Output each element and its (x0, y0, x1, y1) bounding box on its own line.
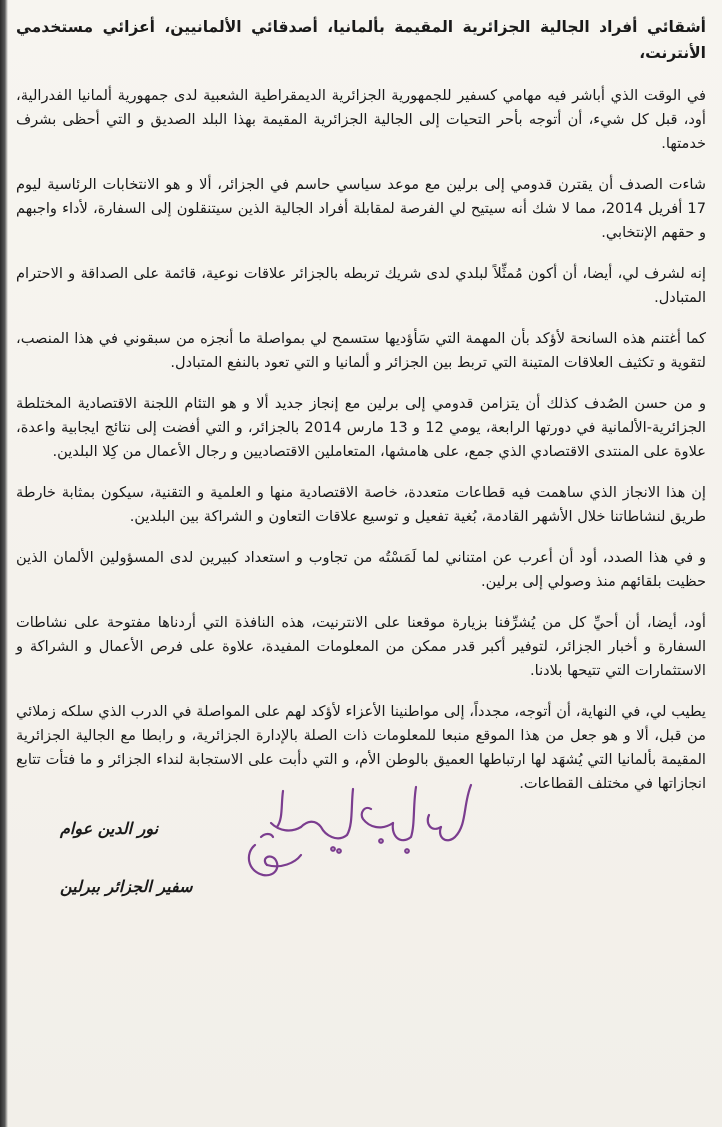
paragraph-8: أود، أيضا، أن أحيِّ كل من يُشرِّفنا بزيارة موقعنا على الانترنيت، هذه النافذة التي أردناها مفتوحة على نشاطات السفارة و أخبار الجزائر، لتوفير أكبر قدر ممكن من المعلومات المفيدة، علاوة على فرص الأعمال و الشراكة و الاستثمارات التي تتيحها بلادنا. (16, 614, 706, 679)
paragraph-9: يطيب لي، في النهاية، أن أتوجه، مجدداً، إلى مواطنينا الأعزاء لأؤكد لهم على المواصلة في الدرب الذي سلكه زملائي من قبل، ألا و هو جعل من هذا الموقع منبعا للمعلومات ذات الصلة بالإدارة الجزائرية، و رابطا مع الجالية الجزائرية المقيمة بألمانيا التي يُشهَد لها ارتباطها العميق بالوطن الأم، و التي دأبت على الاستجابة لنداء الجزائر و ما فتأت تتابع انجازاتها في مختلف القطاعات. (16, 703, 706, 792)
paragraph-4: كما أغتنم هذه السانحة لأؤكد بأن المهمة التي سَأؤديها ستسمح لي بمواصلة ما أنجزه من سبقوني في هذا المنصب، لتقوية و تكثيف العلاقات المتينة التي تربط بين الجزائر و ألمانيا و التي تعود بالنفع المتبادل. (16, 330, 706, 371)
signature-name: نور الدين عوام (60, 819, 159, 838)
signature-block (16, 813, 706, 963)
signature-title: سفير الجزائر ببرلين (60, 877, 193, 896)
handwritten-signature (241, 775, 481, 885)
paragraph-2: شاءت الصدف أن يقترن قدومي إلى برلين مع موعد سياسي حاسم في الجزائر، ألا و هو الانتخابات الرئاسية ليوم 17 أفريل 2014، مما لا شك أنه سيتيح لي الفرصة لمقابلة أفراد الجالية الذين سيتنقلون إلى السفارة، لأداء واجبهم و حقهم الإنتخابي. (16, 176, 706, 241)
paragraph-1: في الوقت الذي أباشر فيه مهامي كسفير للجمهورية الجزائرية الديمقراطية الشعبية لدى جمهورية ألمانيا الفدرالية، أود، قبل كل شيء، أن أتوجه بأحر التحيات إلى الجالية الجزائرية المقيمة بهذا البلد الصديق و التي أحظى بشرف خدمتها. (16, 87, 706, 152)
paragraph-3: إنه لشرف لي، أيضا، أن أكون مُمثِّلاً لبلدي لدى شريك تربطه بالجزائر علاقات نوعية، قائمة على الصداقة و الاحترام المتبادل. (16, 265, 706, 306)
paragraph-6: إن هذا الانجاز الذي ساهمت فيه قطاعات متعددة، خاصة الاقتصادية منها و العلمية و التقنية، سيكون بمثابة خارطة طريق لنشاطاتنا خلال الأشهر القادمة، بُغية تفعيل و توسيع علاقات التعاون و الشراكة بين البلدين. (16, 484, 706, 525)
paragraph-5: و من حسن الصُدف كذلك أن يتزامن قدومي إلى برلين مع إنجاز جديد ألا و هو التئام اللجنة الاقتصادية المختلطة الجزائرية-الألمانية في دورتها الرابعة، يومي 12 و 13 مارس 2014 بالجزائر، و التي أفضت إلى نتائج ايجابية واعدة، علاوة على المنتدى الاقتصادي الذي جمع، على هامشها، المتعاملين الاقتصاديين و رجال الأعمال من كِلا البلدين. (16, 395, 706, 460)
letter-greeting: أشقائي أفراد الجالية الجزائرية المقيمة بألمانيا، أصدقائي الألمانيين، أعزائي مستخدمي الأنترنت، (16, 18, 706, 62)
paragraph-7: و في هذا الصدد، أود أن أعرب عن امتناني لما لَمَسْتُه من تجاوب و استعداد كبيرين لدى المسؤولين الألمان الذين حظيت بلقائهم منذ وصولي إلى برلين. (16, 549, 706, 590)
